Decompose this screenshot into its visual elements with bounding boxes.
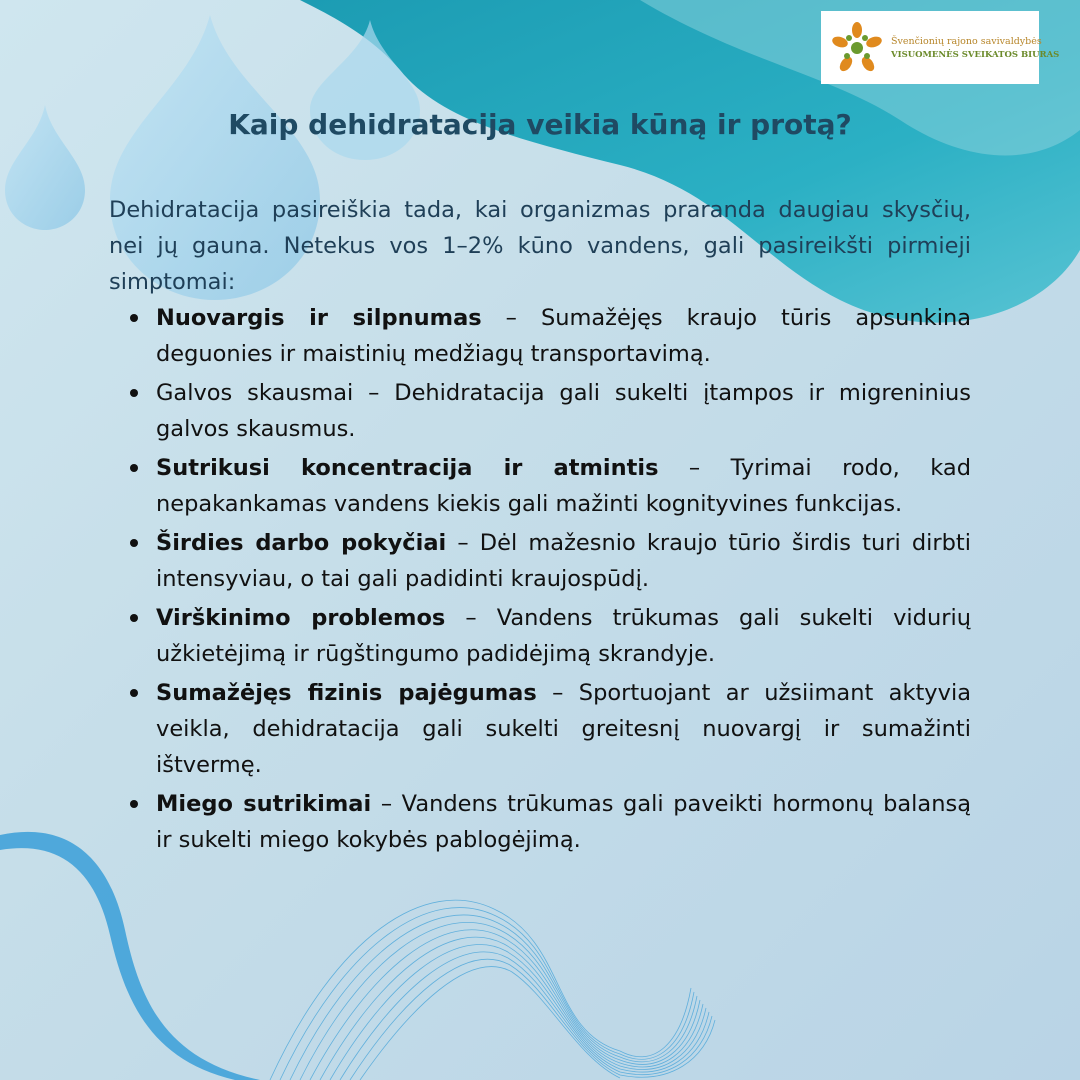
symptom-list [109, 300, 971, 858]
blue-wave-line [0, 832, 260, 1080]
symptom-term: Širdies darbo pokyčiai [156, 530, 447, 556]
list-item [156, 450, 971, 522]
list-item [156, 300, 971, 372]
symptom-term: Sutrikusi koncentracija ir atmintis [156, 455, 659, 481]
article-body [109, 192, 971, 861]
organization-logo [821, 11, 1060, 84]
list-item [156, 600, 971, 672]
list-item [156, 675, 971, 783]
list-item [156, 525, 971, 597]
symptom-text: – Sportuojant ar užsiimant aktyvia veikla, dehidratacija gali sukelti greitesnį nuovargį ir sumažinti ištvermę. [156, 680, 971, 778]
list-item [156, 375, 971, 447]
symptom-text: Galvos skausmai – Dehidratacija gali sukelti įtampos ir migreninius galvos skausmus. [156, 380, 971, 442]
line-wave-pattern [270, 900, 715, 1080]
symptom-text: – Tyrimai rodo, kad nepakankamas vandens kiekis gali mažinti kognityvines funkcijas. [156, 455, 971, 517]
logo-line2: VISUOMENĖS SVEIKATOS BIURAS [891, 49, 1060, 60]
symptom-term: Miego sutrikimai [156, 791, 372, 817]
symptom-text: – Sumažėjęs kraujo tūris apsunkina deguonies ir maistinių medžiagų transportavimą. [156, 305, 971, 367]
page-title: Kaip dehidratacija veikia kūną ir protą? [228, 108, 852, 141]
symptom-term: Sumažėjęs fizinis pajėgumas [156, 680, 537, 706]
symptom-term: Nuovargis ir silpnumas [156, 305, 482, 331]
symptom-text: – Vandens trūkumas gali sukelti vidurių užkietėjimą ir rūgštingumo padidėjimą skrandyje. [156, 605, 971, 667]
list-item [156, 786, 971, 858]
symptom-term: Virškinimo problemos [156, 605, 446, 631]
logo-line1: Švenčionių rajono savivaldybės [891, 35, 1042, 47]
symptom-text: – Vandens trūkumas gali paveikti hormonų balansą ir sukelti miego kokybės pablogėjimą. [156, 791, 971, 853]
logo-emblem-icon [829, 20, 885, 76]
intro-paragraph: Dehidratacija pasireiškia tada, kai organizmas praranda daugiau skysčių, nei jų gauna. Netekus vos 1–2% kūno vandens, gali pasireikšti pirmieji simptomai: [109, 197, 971, 295]
symptom-text: – Dėl mažesnio kraujo tūrio širdis turi dirbti intensyviau, o tai gali padidinti kraujospūdį. [156, 530, 971, 592]
